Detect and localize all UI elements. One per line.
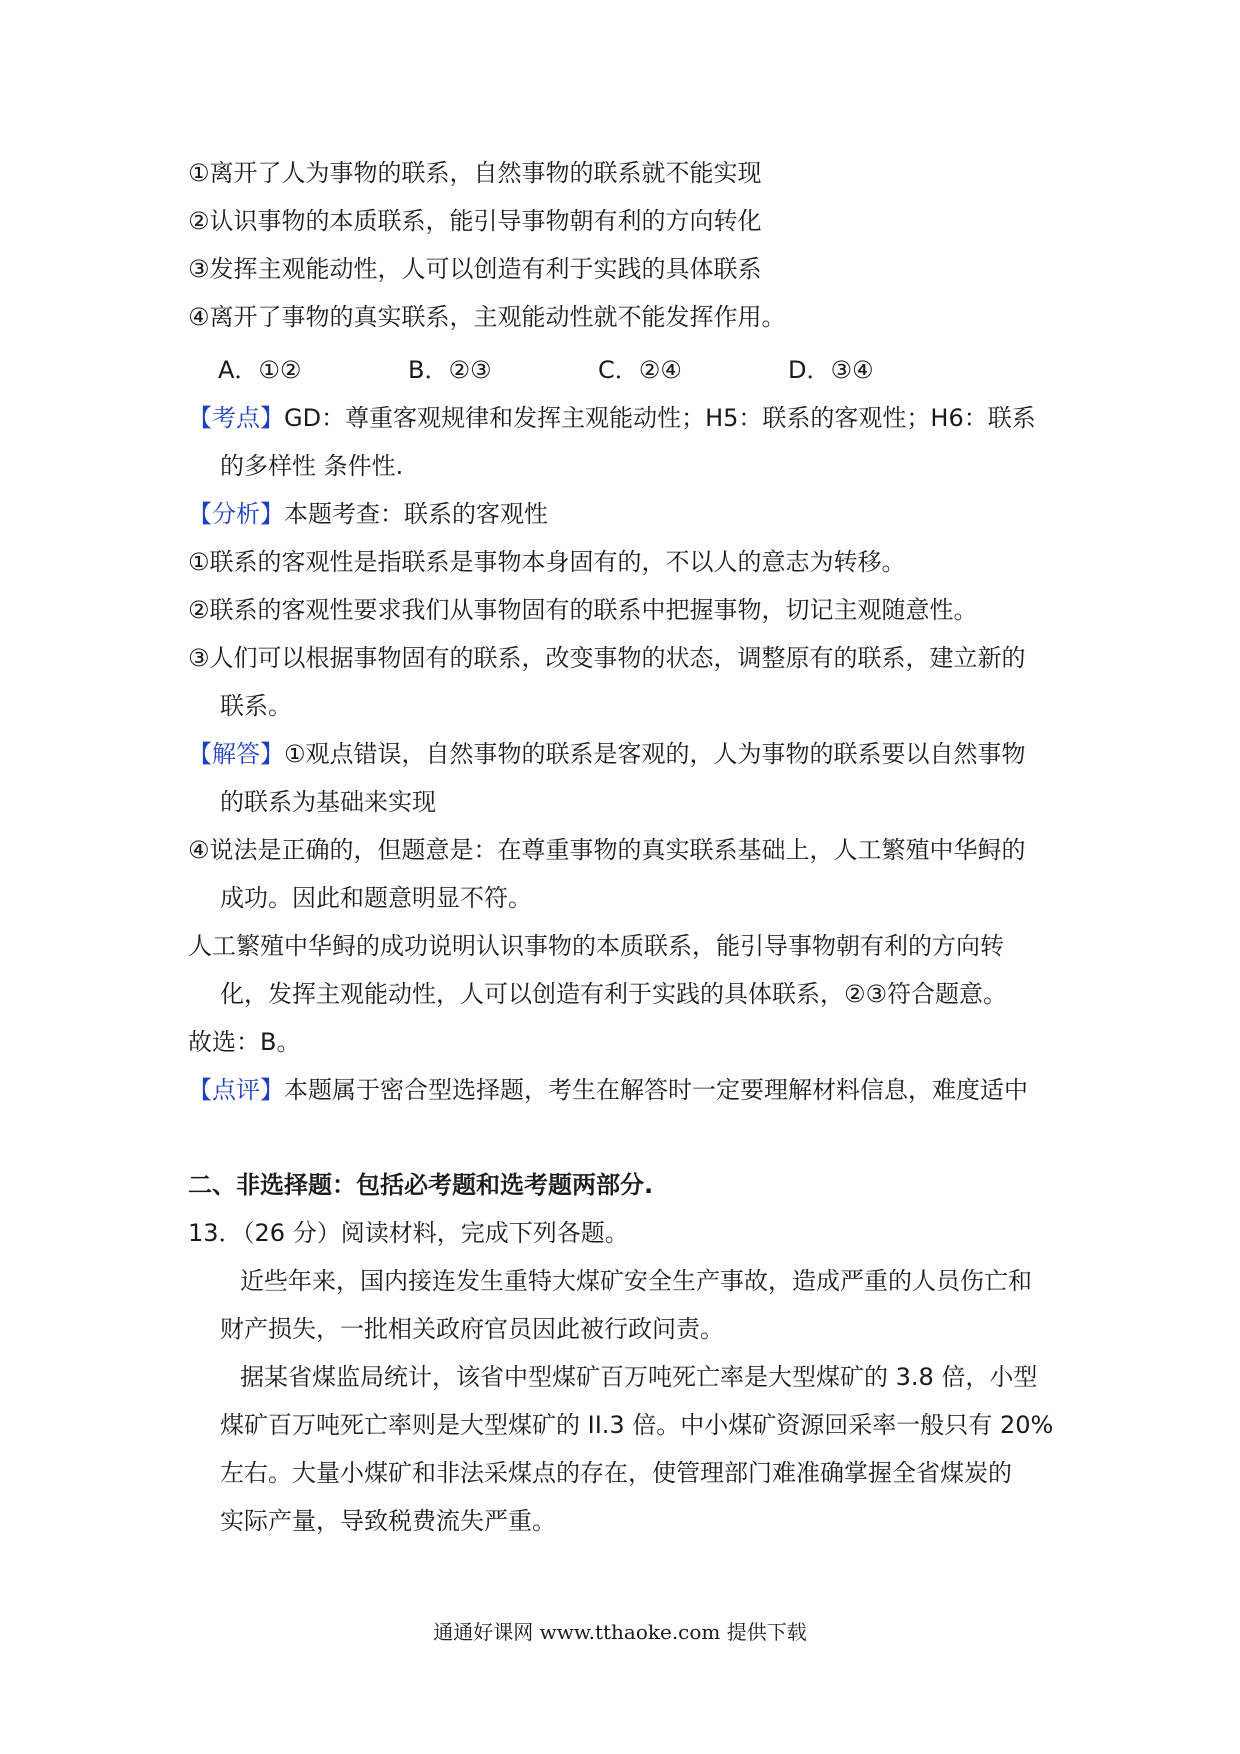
page-footer: 通通好课网 www.tthaoke.com 提供下载 bbox=[433, 1620, 807, 1644]
kaodian-line-1 bbox=[188, 401, 1036, 435]
statement-4: ④离开了事物的真实联系，主观能动性就不能发挥作用。 bbox=[188, 303, 786, 331]
fenxi-point-1: ①联系的客观性是指联系是事物本身固有的，不以人的意志为转移。 bbox=[188, 548, 906, 576]
jieda-text: ①观点错误，自然事物的联系是客观的，人为事物的联系要以自然事物 bbox=[284, 740, 1026, 768]
jieda-point-4a: ④说法是正确的，但题意是：在尊重事物的真实联系基础上，人工繁殖中华鲟的 bbox=[188, 836, 1026, 864]
kaodian-line-2: 的多样性 条件性. bbox=[220, 452, 404, 480]
options-row bbox=[218, 353, 978, 387]
material-2b: 煤矿百万吨死亡率则是大型煤矿的 II.3 倍。中小煤矿资源回采率一般只有 20% bbox=[220, 1411, 1054, 1439]
jieda-line-1 bbox=[188, 737, 1026, 771]
fenxi-point-2: ②联系的客观性要求我们从事物固有的联系中把握事物，切记主观随意性。 bbox=[188, 596, 978, 624]
option-d: D．③④ bbox=[788, 356, 874, 384]
material-2a: 据某省煤监局统计，该省中型煤矿百万吨死亡率是大型煤矿的 3.8 倍，小型 bbox=[240, 1363, 1038, 1391]
fenxi-point-3b: 联系。 bbox=[220, 692, 292, 720]
material-2c: 左右。大量小煤矿和非法采煤点的存在，使管理部门难准确掌握全省煤炭的 bbox=[220, 1459, 1012, 1487]
dianping-tag: 【点评】 bbox=[188, 1076, 284, 1104]
material-1b: 财产损失，一批相关政府官员因此被行政问责。 bbox=[220, 1315, 724, 1343]
question-13: 13．（26 分）阅读材料，完成下列各题。 bbox=[188, 1219, 629, 1247]
jieda-tag: 【解答】 bbox=[188, 740, 284, 768]
fenxi-line-1 bbox=[188, 497, 548, 531]
dianping-text: 本题属于密合型选择题，考生在解答时一定要理解材料信息，难度适中 bbox=[284, 1076, 1028, 1104]
jieda-answer: 故选：B。 bbox=[188, 1028, 301, 1056]
material-1a: 近些年来，国内接连发生重特大煤矿安全生产事故，造成严重的人员伤亡和 bbox=[240, 1267, 1032, 1295]
statement-3: ③发挥主观能动性，人可以创造有利于实践的具体联系 bbox=[188, 255, 762, 283]
option-a: A．①② bbox=[218, 356, 302, 384]
jieda-point-4b: 成功。因此和题意明显不符。 bbox=[220, 884, 532, 912]
fenxi-tag: 【分析】 bbox=[188, 500, 284, 528]
material-2d: 实际产量，导致税费流失严重。 bbox=[220, 1507, 556, 1535]
jieda-point-5b: 化，发挥主观能动性，人可以创造有利于实践的具体联系，②③符合题意。 bbox=[220, 980, 1008, 1008]
jieda-line-2: 的联系为基础来实现 bbox=[220, 788, 436, 816]
fenxi-point-3a: ③人们可以根据事物固有的联系，改变事物的状态，调整原有的联系，建立新的 bbox=[188, 644, 1026, 672]
dianping-line bbox=[188, 1073, 1028, 1107]
statement-2: ②认识事物的本质联系，能引导事物朝有利的方向转化 bbox=[188, 207, 762, 235]
kaodian-text: GD：尊重客观规律和发挥主观能动性；H5：联系的客观性；H6：联系 bbox=[284, 404, 1036, 432]
option-c: C．②④ bbox=[598, 356, 682, 384]
option-b: B．②③ bbox=[408, 356, 492, 384]
fenxi-text: 本题考查：联系的客观性 bbox=[284, 500, 548, 528]
jieda-point-5a: 人工繁殖中华鲟的成功说明认识事物的本质联系，能引导事物朝有利的方向转 bbox=[188, 932, 1004, 960]
statement-1: ①离开了人为事物的联系，自然事物的联系就不能实现 bbox=[188, 159, 762, 187]
kaodian-tag: 【考点】 bbox=[188, 404, 284, 432]
section-heading: 二、非选择题：包括必考题和选考题两部分. bbox=[188, 1171, 654, 1199]
